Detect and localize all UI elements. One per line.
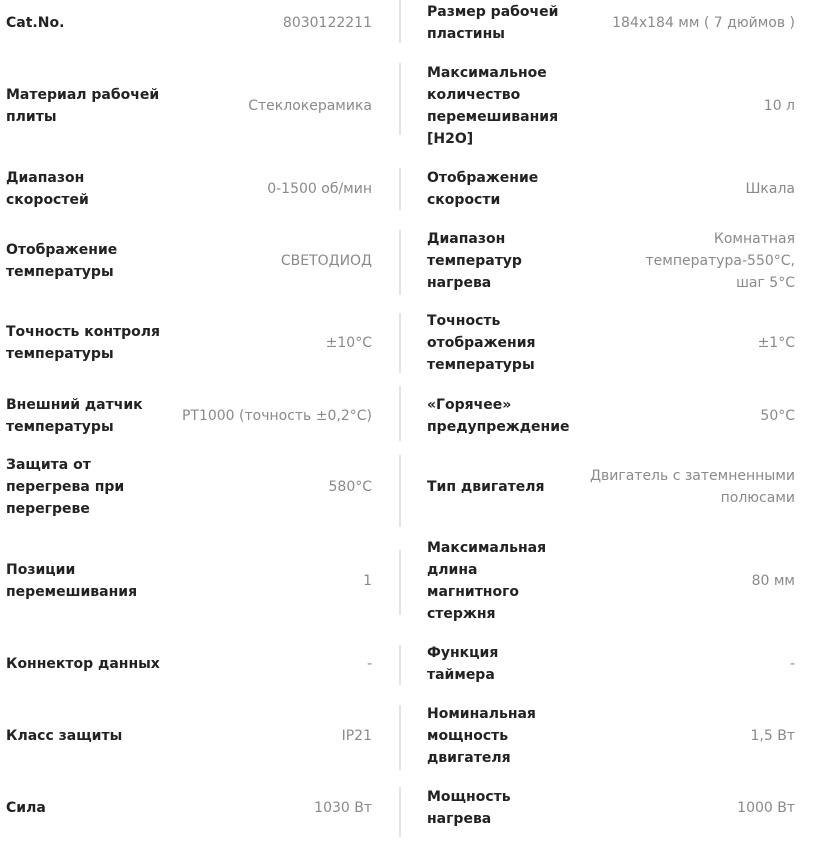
spec-label: Точность отображения температуры [427, 313, 536, 373]
spec-label: Размер рабочей пластины [427, 4, 559, 42]
spec-label: Отображение скорости [427, 170, 539, 208]
spec-value: 580°C [328, 479, 372, 495]
column-divider [399, 230, 401, 295]
spec-label: Точность контроля температуры [6, 324, 160, 362]
column-divider [399, 550, 401, 615]
spec-label: Максимальная длина магнитного стержня [427, 540, 547, 622]
column-divider [399, 645, 401, 685]
spec-value: 10 л [763, 98, 795, 114]
spec-value: Комнатная температура-550°C, шаг 5°C [645, 231, 795, 291]
spec-value: 80 мм [751, 573, 795, 589]
spec-label: «Горячее» предупреждение [427, 397, 570, 435]
spec-value: 1000 Вт [737, 800, 795, 816]
column-divider [399, 63, 401, 135]
spec-label: Материал рабочей плиты [6, 87, 160, 125]
spec-value: 0-1500 об/мин [267, 181, 372, 197]
spec-label: Cat.No. [6, 15, 65, 31]
spec-value: IP21 [341, 728, 372, 744]
spec-value: ±1°C [757, 335, 795, 351]
spec-value: Двигатель с затемненными полюсами [590, 468, 795, 506]
column-divider [399, 313, 401, 373]
spec-label: Сила [6, 800, 46, 816]
spec-label: Коннектор данных [6, 656, 160, 672]
spec-value: 1,5 Вт [750, 728, 795, 744]
column-divider [399, 787, 401, 837]
spec-label: Внешний датчик температуры [6, 397, 143, 435]
spec-label: Защита от перегрева при перегреве [6, 457, 125, 517]
column-divider [399, 455, 401, 527]
spec-value: Шкала [745, 181, 795, 197]
column-divider [399, 386, 401, 441]
spec-label: Класс защиты [6, 728, 123, 744]
spec-value: 50°C [760, 408, 795, 424]
spec-label: Диапазон скоростей [6, 170, 89, 208]
spec-value: - [366, 656, 372, 672]
spec-label: Мощность нагрева [427, 789, 511, 827]
spec-value: СВЕТОДИОД [280, 253, 372, 269]
spec-value: 1 [363, 573, 372, 589]
spec-value: 1030 Вт [314, 800, 372, 816]
spec-value: Стеклокерамика [248, 98, 372, 114]
spec-label: Диапазон температур нагрева [427, 231, 522, 291]
spec-label: Отображение температуры [6, 242, 118, 280]
spec-label: Функция таймера [427, 645, 499, 683]
spec-label: Номинальная мощность двигателя [427, 706, 536, 766]
spec-value: - [789, 656, 795, 672]
spec-value: 8030122211 [282, 15, 372, 31]
spec-label: Тип двигателя [427, 479, 545, 495]
spec-label: Максимальное количество перемешивания [H2O] [427, 65, 559, 147]
spec-value: ±10°C [325, 335, 372, 351]
column-divider [399, 168, 401, 210]
spec-label: Позиции перемешивания [6, 562, 138, 600]
column-divider [399, 0, 401, 43]
column-divider [399, 705, 401, 770]
spec-value: PT1000 (точность ±0,2°C) [181, 408, 372, 424]
spec-value: 184x184 мм ( 7 дюймов ) [612, 15, 795, 31]
